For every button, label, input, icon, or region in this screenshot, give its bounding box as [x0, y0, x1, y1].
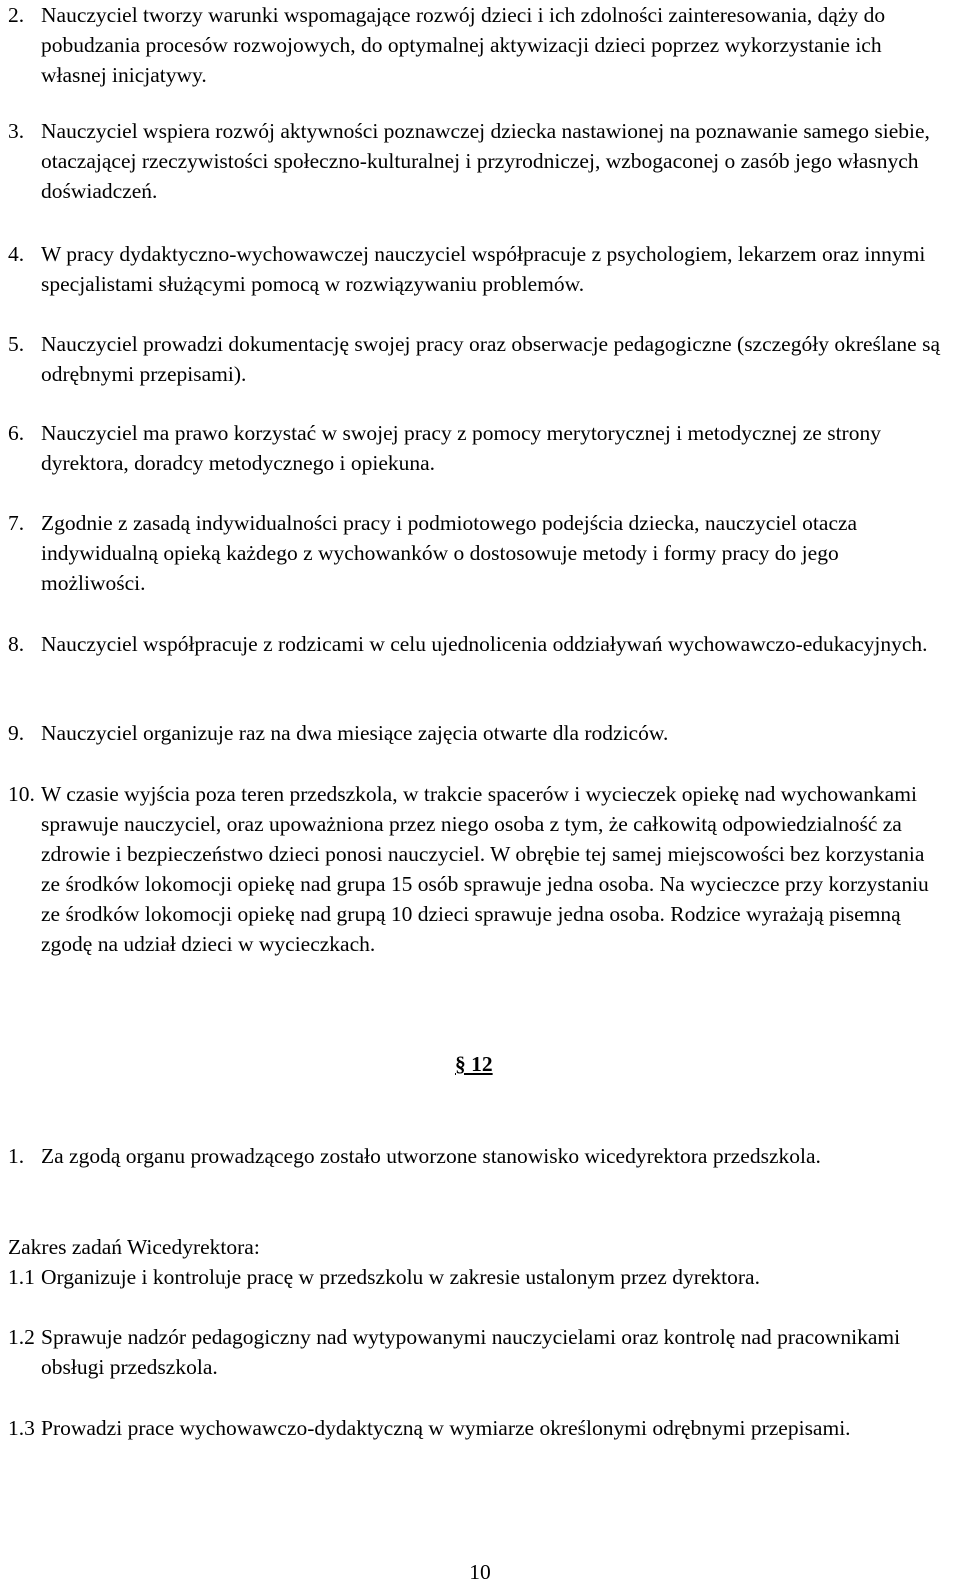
list-item-text: Nauczyciel współpracuje z rodzicami w celu ujednolicenia oddziaływań wychowawczo-edukacyjnych.: [41, 632, 928, 656]
task-number: 1.1: [8, 1265, 35, 1289]
task-number: 1.3: [8, 1416, 35, 1440]
list-item-number: 4.: [8, 242, 25, 266]
page-number: 10: [469, 1560, 491, 1584]
list-item-number: 5.: [8, 332, 25, 356]
list-item-number: 7.: [8, 511, 25, 535]
task-text: Prowadzi prace wychowawczo-dydaktyczną w wymiarze określonymi odrębnymi przepisami.: [41, 1416, 851, 1440]
task-number: 1.2: [8, 1325, 35, 1349]
list-item-text: Nauczyciel prowadzi dokumentację swojej pracy oraz obserwacje pedagogiczne (szczegóły określane są odrębnymi przepisami).: [41, 332, 940, 386]
list-item-text: Za zgodą organu prowadzącego zostało utworzone stanowisko wicedyrektora przedszkola.: [41, 1144, 821, 1168]
list-item-6: [8, 418, 948, 478]
list-item-text: Nauczyciel ma prawo korzystać w swojej pracy z pomocy merytorycznej i metodycznej ze strony dyrektora, doradcy metodycznego i opiekuna.: [41, 421, 881, 475]
task-item-1-3: [8, 1413, 948, 1443]
list-item-4: [8, 239, 948, 299]
list-item-9: [8, 718, 948, 748]
scope-title: Zakres zadań Wicedyrektora:: [8, 1235, 260, 1259]
list-item-10: [8, 779, 948, 959]
list-item-2: [8, 0, 948, 90]
list-item-5: [8, 329, 948, 389]
list-item-3: [8, 116, 948, 206]
list-item-text: Nauczyciel wspiera rozwój aktywności poznawczej dziecka nastawionej na poznawanie samego siebie, otaczającej rzeczywistości społeczno-kulturalnej i przyrodniczej, wzbogaconej o zasób jego własnych doświadczeń.: [41, 119, 930, 203]
task-item-1-2: [8, 1322, 948, 1382]
section-heading: § 12: [455, 1052, 493, 1076]
list-item-text: W czasie wyjścia poza teren przedszkola, w trakcie spacerów i wycieczek opiekę nad wychowankami sprawuje nauczyciel, oraz upoważniona przez niego osoba z tym, że całkowitą odpowiedzialność za zdrowie i bezpieczeństwo dzieci ponosi nauczyciel. W obrębie tej samej miejscowości bez korzystania ze środków lokomocji opiekę nad grupa 15 osób sprawuje jedna osoba. Na wycieczce przy korzystaniu ze środków lokomocji opiekę nad grupą 10 dzieci sprawuje jedna osoba. Rodzice wyrażają pisemną zgodę na udział dzieci w wycieczkach.: [41, 782, 929, 956]
list-item-number: 2.: [8, 3, 25, 27]
list-item-number: 8.: [8, 632, 25, 656]
list-item-number: 3.: [8, 119, 25, 143]
list-item-7: [8, 508, 948, 598]
list-item-text: W pracy dydaktyczno-wychowawczej nauczyciel współpracuje z psychologiem, lekarzem oraz innymi specjalistami służącymi pomocą w rozwiązywaniu problemów.: [41, 242, 926, 296]
list-item-number: 9.: [8, 721, 25, 745]
list-item-number: 6.: [8, 421, 25, 445]
list-item-8: [8, 629, 948, 659]
task-text: Sprawuje nadzór pedagogiczny nad wytypowanymi nauczycielami oraz kontrolę nad pracownikami obsługi przedszkola.: [41, 1325, 901, 1379]
section-item-1: [8, 1141, 948, 1171]
list-item-text: Zgodnie z zasadą indywidualności pracy i podmiotowego podejścia dziecka, nauczyciel otacza indywidualną opieką każdego z wychowanków o dostosowuje metody i formy pracy do jego możliwości.: [41, 511, 858, 595]
task-text: Organizuje i kontroluje pracę w przedszkolu w zakresie ustalonym przez dyrektora.: [41, 1265, 760, 1289]
list-item-number: 10.: [8, 782, 35, 806]
list-item-text: Nauczyciel organizuje raz na dwa miesiące zajęcia otwarte dla rodziców.: [41, 721, 669, 745]
list-item-text: Nauczyciel tworzy warunki wspomagające rozwój dzieci i ich zdolności zainteresowania, dąży do pobudzania procesów rozwojowych, do optymalnej aktywizacji dzieci poprzez wykorzystanie ich własnej inicjatywy.: [41, 3, 886, 87]
task-item-1-1: [8, 1262, 948, 1292]
list-item-number: 1.: [8, 1144, 25, 1168]
